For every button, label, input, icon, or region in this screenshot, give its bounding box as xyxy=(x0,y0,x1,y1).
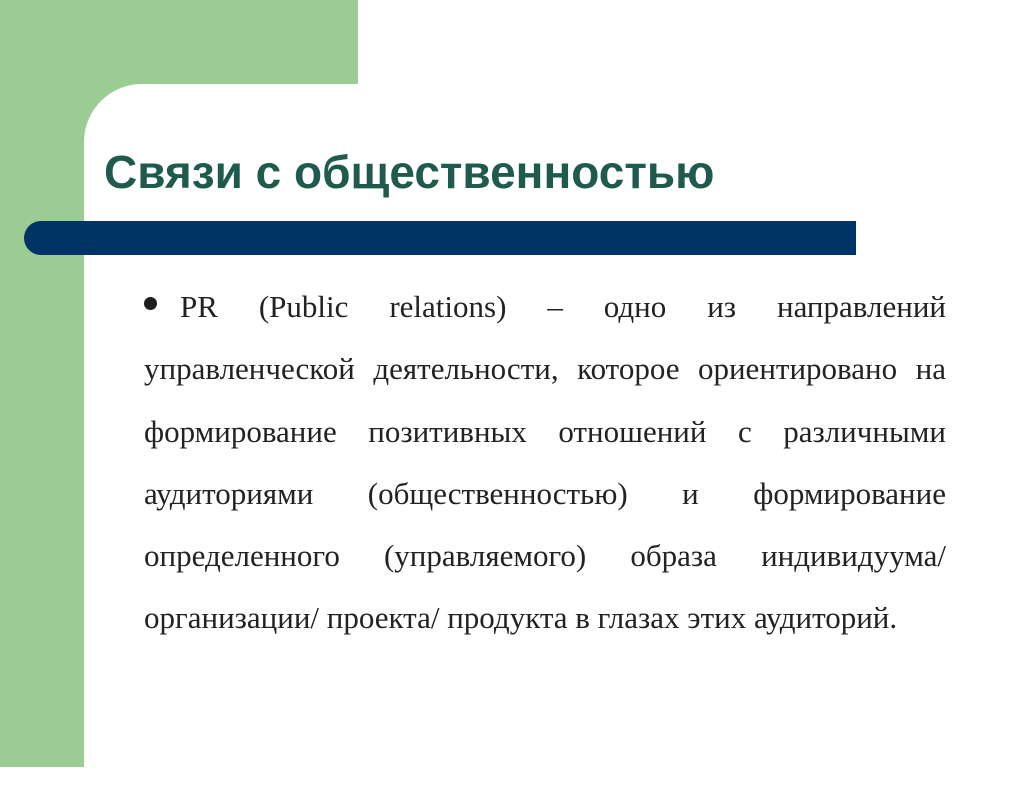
bullet-paragraph: PR (Public relations) – одно из направлений управленческой деятельности, которое ориентировано на формирование позитивных отношений с различными аудиториями (общественностью) и формирование определенного (управляемого) образа индивидуума/ организации/ проекта/ продукта в глазах этих аудиторий. xyxy=(144,289,946,636)
title-underline-bar xyxy=(24,221,856,255)
slide-title: Связи с общественностью xyxy=(104,146,715,198)
